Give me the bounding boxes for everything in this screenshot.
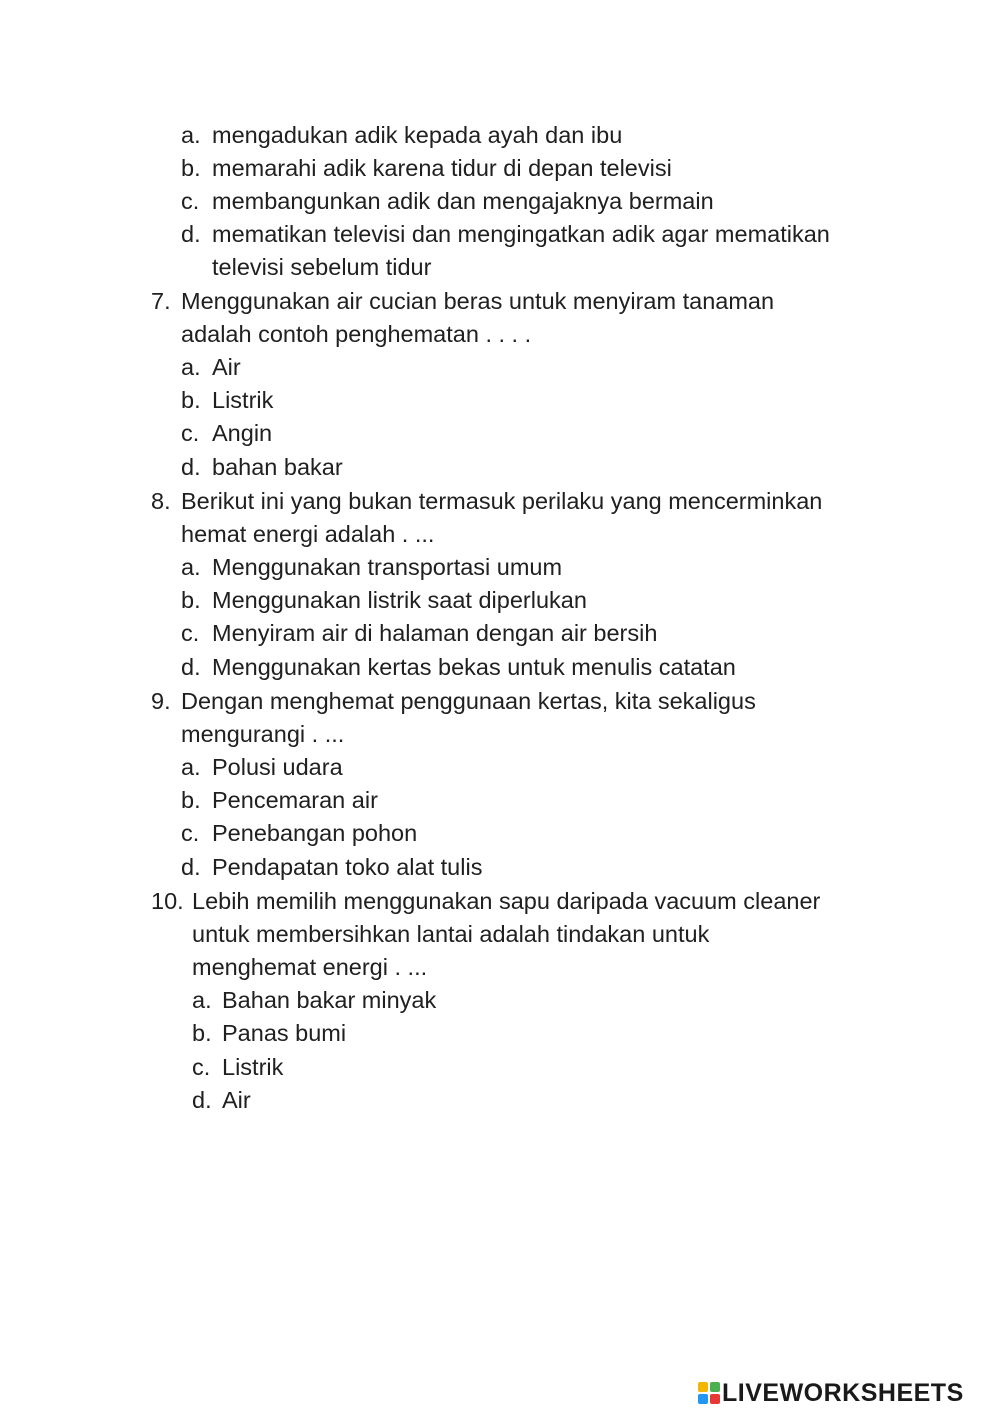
question-line: mengurangi . ...: [181, 721, 345, 747]
option-marker: c.: [181, 820, 200, 846]
option-text: Penebangan pohon: [212, 820, 418, 846]
logo-block: [698, 1394, 708, 1404]
logo-blocks-icon: [698, 1382, 720, 1404]
option-marker: b.: [181, 155, 201, 181]
option-text: Menggunakan kertas bekas untuk menulis catatan: [212, 654, 736, 680]
option-marker: a.: [181, 754, 201, 780]
option-marker: c.: [181, 188, 200, 214]
logo-block: [698, 1382, 708, 1392]
option-text: Menggunakan transportasi umum: [212, 554, 563, 580]
logo-block: [710, 1394, 720, 1404]
option-marker: a.: [181, 122, 201, 148]
option-text: membangunkan adik dan mengajaknya bermain: [212, 188, 714, 214]
option-text: bahan bakar: [212, 454, 343, 480]
option-text: mematikan televisi dan mengingatkan adik agar mematikan: [212, 221, 830, 247]
option-marker: a.: [192, 987, 212, 1013]
option-marker: b.: [192, 1020, 212, 1046]
option-text: Air: [222, 1087, 251, 1113]
question-number: 8.: [151, 488, 171, 514]
question-line: untuk membersihkan lantai adalah tindakan untuk: [192, 921, 710, 947]
option-marker: d.: [181, 654, 201, 680]
option-marker: d.: [181, 454, 201, 480]
option-text: televisi sebelum tidur: [212, 254, 432, 280]
option-marker: d.: [192, 1087, 212, 1113]
option-marker: c.: [181, 420, 200, 446]
question-line: Lebih memilih menggunakan sapu daripada vacuum cleaner: [192, 888, 821, 914]
option-marker: a.: [181, 554, 201, 580]
question-number: 10.: [151, 888, 184, 914]
question-line: menghemat energi . ...: [192, 954, 428, 980]
option-marker: c.: [181, 620, 200, 646]
option-text: Panas bumi: [222, 1020, 347, 1046]
option-text: Menggunakan listrik saat diperlukan: [212, 587, 587, 613]
option-text: Menyiram air di halaman dengan air bersih: [212, 620, 658, 646]
question-line: hemat energi adalah . ...: [181, 521, 435, 547]
question-line: Dengan menghemat penggunaan kertas, kita sekaligus: [181, 688, 756, 714]
question-number: 9.: [151, 688, 171, 714]
option-marker: d.: [181, 221, 201, 247]
option-text: Listrik: [212, 387, 274, 413]
option-marker: c.: [192, 1054, 211, 1080]
question-line: Menggunakan air cucian beras untuk menyiram tanaman: [181, 288, 775, 314]
question-number: 7.: [151, 288, 171, 314]
option-text: Air: [212, 354, 241, 380]
option-text: mengadukan adik kepada ayah dan ibu: [212, 122, 623, 148]
question-line: adalah contoh penghematan . . . .: [181, 321, 532, 347]
option-marker: b.: [181, 387, 201, 413]
option-marker: a.: [181, 354, 201, 380]
logo-text: LIVEWORKSHEETS: [722, 1378, 964, 1407]
option-text: Bahan bakar minyak: [222, 987, 437, 1013]
option-marker: d.: [181, 854, 201, 880]
option-text: Pendapatan toko alat tulis: [212, 854, 483, 880]
liveworksheets-logo: [698, 1378, 964, 1408]
option-text: Angin: [212, 420, 273, 446]
option-text: Polusi udara: [212, 754, 343, 780]
option-text: Listrik: [222, 1054, 284, 1080]
option-marker: b.: [181, 787, 201, 813]
option-marker: b.: [181, 587, 201, 613]
option-text: memarahi adik karena tidur di depan televisi: [212, 155, 672, 181]
option-text: Pencemaran air: [212, 787, 378, 813]
question-line: Berikut ini yang bukan termasuk perilaku yang mencerminkan: [181, 488, 823, 514]
logo-block: [710, 1382, 720, 1392]
